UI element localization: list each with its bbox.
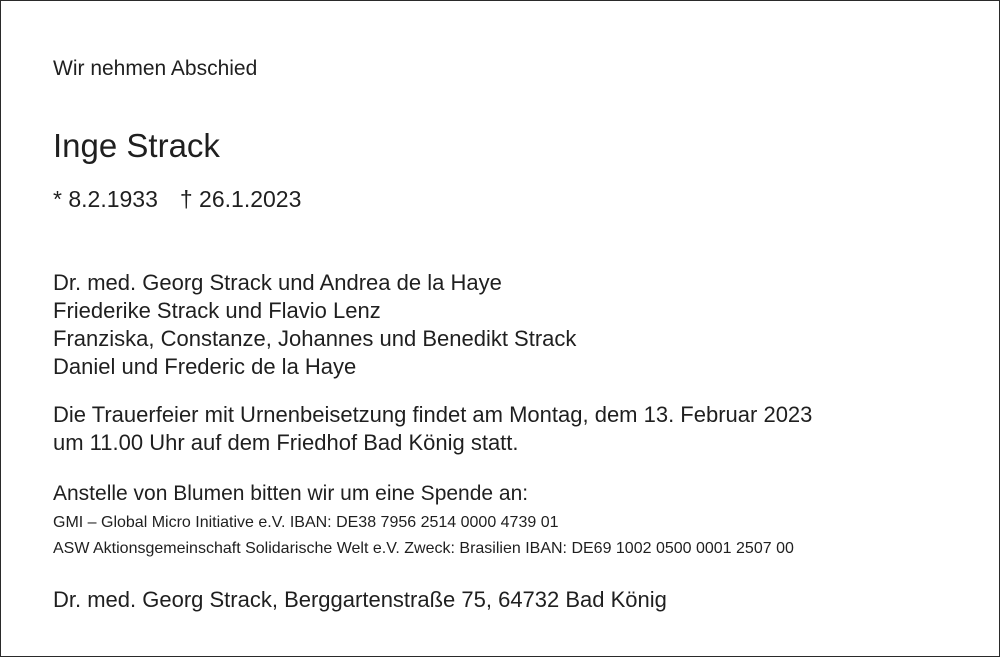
contact-address: Dr. med. Georg Strack, Berggartenstraße 75, 64732 Bad König: [53, 587, 667, 612]
notice-intro: Wir nehmen Abschied: [53, 57, 258, 80]
birth-date: * 8.2.1933: [53, 186, 158, 212]
ceremony-line: um 11.00 Uhr auf dem Friedhof Bad König statt.: [53, 430, 519, 455]
mourner-line: Friederike Strack und Flavio Lenz: [53, 298, 381, 323]
ceremony-line: Die Trauerfeier mit Urnenbeisetzung findet am Montag, dem 13. Februar 2023: [53, 402, 813, 427]
mourner-line: Dr. med. Georg Strack und Andrea de la Haye: [53, 270, 502, 295]
donation-account: ASW Aktionsgemeinschaft Solidarische Welt e.V. Zweck: Brasilien IBAN: DE69 1002 0500 0001 2507 00: [53, 540, 794, 557]
deceased-name: Inge Strack: [53, 127, 220, 164]
mourner-line: Daniel und Frederic de la Haye: [53, 354, 357, 379]
donation-intro: Anstelle von Blumen bitten wir um eine Spende an:: [53, 482, 529, 505]
life-dates: [53, 188, 301, 211]
death-date: † 26.1.2023: [179, 186, 302, 212]
mourner-line: Franziska, Constanze, Johannes und Benedikt Strack: [53, 326, 577, 351]
donation-account: GMI – Global Micro Initiative e.V. IBAN: DE38 7956 2514 0000 4739 01: [53, 514, 559, 531]
